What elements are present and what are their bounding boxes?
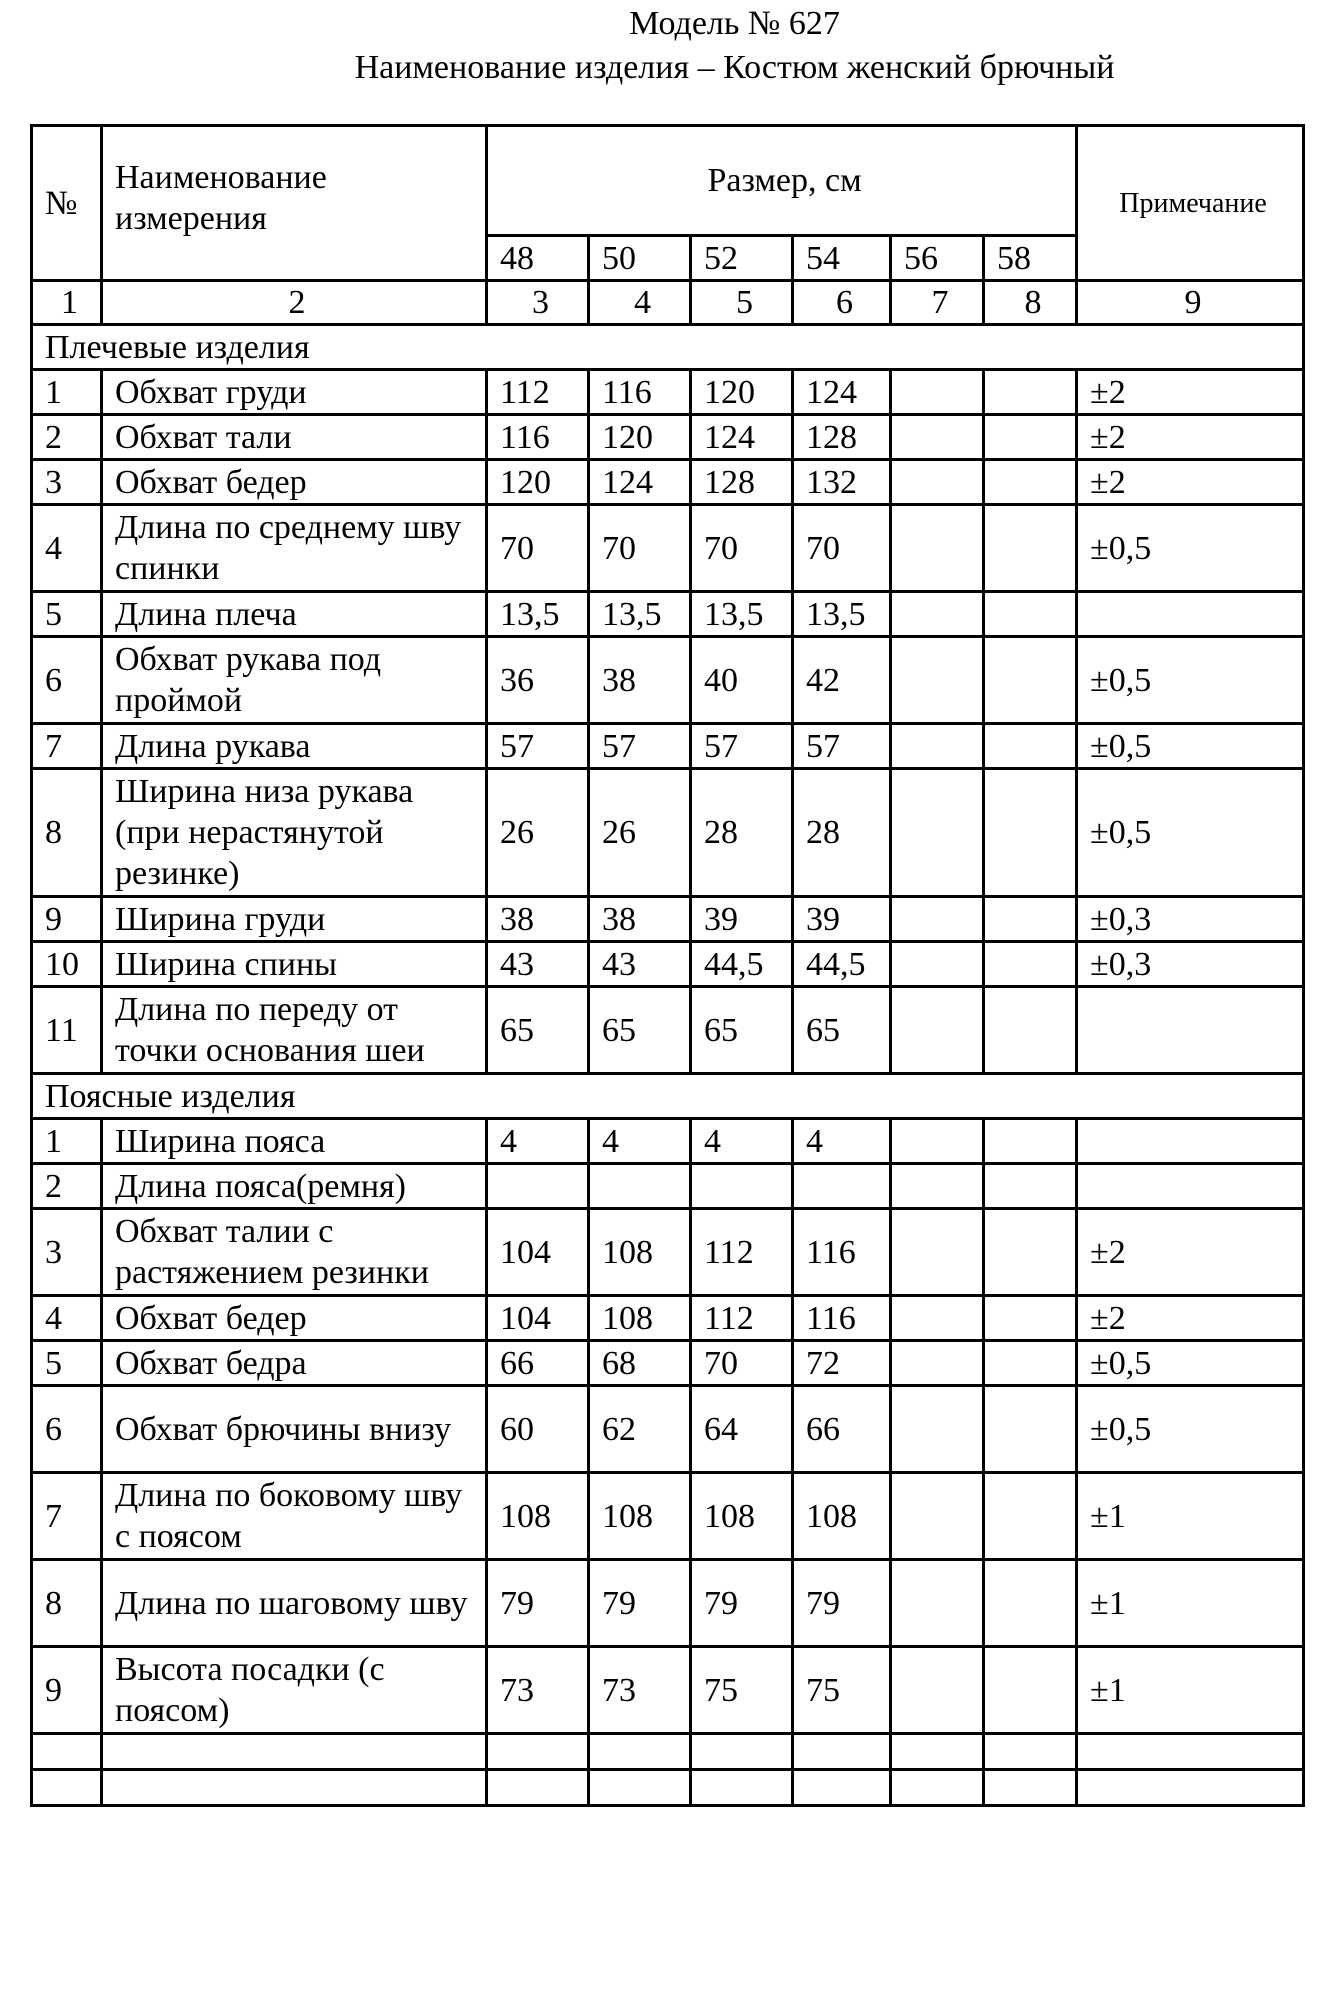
header-size: Размер, см [487, 126, 1077, 236]
value-cell: 116 [793, 1296, 891, 1341]
measurement-name: Длина по среднему шву спинки [102, 505, 487, 592]
table-row [32, 1119, 1304, 1164]
row-number: 2 [32, 415, 102, 460]
value-cell: 120 [589, 415, 691, 460]
value-cell: 104 [487, 1209, 589, 1296]
table-row [32, 724, 1304, 769]
value-cell [891, 1119, 984, 1164]
value-cell [984, 460, 1077, 505]
note-cell: ±2 [1077, 415, 1304, 460]
table-row [32, 987, 1304, 1074]
row-number: 6 [32, 637, 102, 724]
measurement-name: Длина по боковому шву с поясом [102, 1473, 487, 1560]
note-cell: ±0,3 [1077, 897, 1304, 942]
value-cell [984, 370, 1077, 415]
table-row [32, 1164, 1304, 1209]
value-cell [691, 1164, 793, 1209]
measurement-name: Ширина груди [102, 897, 487, 942]
value-cell: 13,5 [487, 592, 589, 637]
measurement-name: Обхват талии с растяжением резинки [102, 1209, 487, 1296]
value-cell: 57 [487, 724, 589, 769]
value-cell [891, 897, 984, 942]
value-cell: 13,5 [691, 592, 793, 637]
column-index: 8 [984, 281, 1077, 325]
header-measurement-name: Наименование измерения [102, 126, 487, 281]
value-cell: 70 [691, 1341, 793, 1386]
note-cell: ±2 [1077, 1296, 1304, 1341]
value-cell: 112 [691, 1296, 793, 1341]
measurement-name: Длина по шаговому шву [102, 1560, 487, 1647]
value-cell: 108 [793, 1473, 891, 1560]
table-row [32, 1647, 1304, 1734]
value-cell: 70 [589, 505, 691, 592]
size-cell: 56 [891, 236, 984, 281]
value-cell [891, 1164, 984, 1209]
value-cell [891, 724, 984, 769]
value-cell: 108 [589, 1473, 691, 1560]
size-cell: 50 [589, 236, 691, 281]
note-cell: ±0,5 [1077, 1341, 1304, 1386]
value-cell [891, 1341, 984, 1386]
row-number: 4 [32, 1296, 102, 1341]
table-row [32, 415, 1304, 460]
value-cell [984, 592, 1077, 637]
measurement-name: Длина рукава [102, 724, 487, 769]
value-cell: 13,5 [793, 592, 891, 637]
value-cell: 112 [691, 1209, 793, 1296]
column-index: 7 [891, 281, 984, 325]
value-cell: 124 [793, 370, 891, 415]
measurement-name: Длина пояса(ремня) [102, 1164, 487, 1209]
value-cell: 57 [691, 724, 793, 769]
value-cell [891, 1386, 984, 1473]
value-cell [891, 1296, 984, 1341]
value-cell: 70 [487, 505, 589, 592]
value-cell: 124 [691, 415, 793, 460]
value-cell [891, 592, 984, 637]
row-number: 5 [32, 592, 102, 637]
value-cell [984, 1341, 1077, 1386]
empty-row [32, 1770, 1304, 1806]
value-cell [891, 460, 984, 505]
value-cell: 26 [487, 769, 589, 897]
value-cell: 43 [487, 942, 589, 987]
value-cell [891, 415, 984, 460]
value-cell [984, 1296, 1077, 1341]
value-cell: 72 [793, 1341, 891, 1386]
row-number: 1 [32, 370, 102, 415]
row-number: 7 [32, 724, 102, 769]
value-cell [984, 1209, 1077, 1296]
value-cell [984, 1473, 1077, 1560]
row-number: 8 [32, 1560, 102, 1647]
value-cell: 43 [589, 942, 691, 987]
table-row [32, 370, 1304, 415]
value-cell: 4 [691, 1119, 793, 1164]
value-cell: 73 [487, 1647, 589, 1734]
value-cell: 65 [487, 987, 589, 1074]
note-cell: ±1 [1077, 1473, 1304, 1560]
value-cell: 70 [793, 505, 891, 592]
row-number: 9 [32, 897, 102, 942]
column-index: 6 [793, 281, 891, 325]
size-cell: 54 [793, 236, 891, 281]
row-number: 7 [32, 1473, 102, 1560]
value-cell [793, 1164, 891, 1209]
row-number: 2 [32, 1164, 102, 1209]
value-cell: 73 [589, 1647, 691, 1734]
value-cell: 108 [589, 1209, 691, 1296]
row-number: 10 [32, 942, 102, 987]
table-row [32, 942, 1304, 987]
value-cell: 108 [589, 1296, 691, 1341]
value-cell [891, 505, 984, 592]
value-cell [984, 1164, 1077, 1209]
measurement-name: Обхват рукава под проймой [102, 637, 487, 724]
row-number: 11 [32, 987, 102, 1074]
table-row [32, 460, 1304, 505]
measurement-name: Обхват бедер [102, 460, 487, 505]
header-note: Примечание [1077, 126, 1304, 281]
value-cell [589, 1164, 691, 1209]
note-cell: ±1 [1077, 1560, 1304, 1647]
value-cell: 70 [691, 505, 793, 592]
value-cell: 39 [691, 897, 793, 942]
table-row [32, 637, 1304, 724]
value-cell: 124 [589, 460, 691, 505]
section-shoulder-products: Плечевые изделия [32, 325, 1304, 370]
empty-row [32, 1734, 1304, 1770]
value-cell [984, 769, 1077, 897]
value-cell: 38 [589, 897, 691, 942]
value-cell: 116 [487, 415, 589, 460]
value-cell [984, 987, 1077, 1074]
value-cell [984, 1119, 1077, 1164]
table-row [32, 897, 1304, 942]
note-cell [1077, 1119, 1304, 1164]
model-title: Модель № 627 [629, 5, 840, 42]
value-cell: 28 [691, 769, 793, 897]
value-cell: 65 [589, 987, 691, 1074]
value-cell [984, 942, 1077, 987]
table-row [32, 1341, 1304, 1386]
value-cell: 112 [487, 370, 589, 415]
note-cell: ±0,5 [1077, 505, 1304, 592]
value-cell [984, 897, 1077, 942]
value-cell [984, 1560, 1077, 1647]
value-cell [487, 1164, 589, 1209]
row-number: 6 [32, 1386, 102, 1473]
row-number: 5 [32, 1341, 102, 1386]
note-cell: ±2 [1077, 1209, 1304, 1296]
value-cell: 79 [691, 1560, 793, 1647]
size-cell: 58 [984, 236, 1077, 281]
table-row [32, 1209, 1304, 1296]
value-cell: 108 [487, 1473, 589, 1560]
value-cell: 75 [793, 1647, 891, 1734]
value-cell: 79 [589, 1560, 691, 1647]
value-cell [891, 1647, 984, 1734]
row-number: 8 [32, 769, 102, 897]
value-cell: 116 [589, 370, 691, 415]
table-row [32, 505, 1304, 592]
value-cell: 75 [691, 1647, 793, 1734]
value-cell: 68 [589, 1341, 691, 1386]
value-cell [984, 637, 1077, 724]
measurement-name: Ширина низа рукава (при нерастянутой резинке) [102, 769, 487, 897]
value-cell: 79 [487, 1560, 589, 1647]
value-cell [891, 1560, 984, 1647]
measurement-name: Обхват бедер [102, 1296, 487, 1341]
value-cell: 13,5 [589, 592, 691, 637]
row-number: 1 [32, 1119, 102, 1164]
note-cell: ±0,5 [1077, 769, 1304, 897]
value-cell: 128 [793, 415, 891, 460]
note-cell: ±0,3 [1077, 942, 1304, 987]
value-cell: 65 [691, 987, 793, 1074]
value-cell: 39 [793, 897, 891, 942]
measurement-name: Обхват тали [102, 415, 487, 460]
value-cell: 60 [487, 1386, 589, 1473]
row-number: 3 [32, 460, 102, 505]
value-cell: 40 [691, 637, 793, 724]
value-cell: 4 [589, 1119, 691, 1164]
measurement-name: Обхват груди [102, 370, 487, 415]
value-cell: 44,5 [691, 942, 793, 987]
value-cell: 38 [589, 637, 691, 724]
measurement-name: Длина плеча [102, 592, 487, 637]
size-cell: 48 [487, 236, 589, 281]
note-cell: ±2 [1077, 370, 1304, 415]
value-cell: 120 [487, 460, 589, 505]
value-cell: 57 [589, 724, 691, 769]
column-index: 4 [589, 281, 691, 325]
value-cell: 66 [793, 1386, 891, 1473]
value-cell: 120 [691, 370, 793, 415]
table-row [32, 1560, 1304, 1647]
note-cell: ±0,5 [1077, 1386, 1304, 1473]
value-cell [891, 637, 984, 724]
value-cell [891, 1209, 984, 1296]
measurement-name: Высота посадки (с поясом) [102, 1647, 487, 1734]
value-cell: 64 [691, 1386, 793, 1473]
value-cell [984, 415, 1077, 460]
value-cell [891, 370, 984, 415]
measurement-name: Ширина спины [102, 942, 487, 987]
value-cell [984, 724, 1077, 769]
row-number: 4 [32, 505, 102, 592]
value-cell: 38 [487, 897, 589, 942]
value-cell: 26 [589, 769, 691, 897]
value-cell: 116 [793, 1209, 891, 1296]
value-cell: 44,5 [793, 942, 891, 987]
value-cell: 108 [691, 1473, 793, 1560]
header-number: № [32, 126, 102, 281]
column-index: 1 [32, 281, 102, 325]
value-cell [984, 1386, 1077, 1473]
note-cell: ±2 [1077, 460, 1304, 505]
measurement-name: Длина по переду от точки основания шеи [102, 987, 487, 1074]
measurement-name: Обхват брючины внизу [102, 1386, 487, 1473]
value-cell [891, 987, 984, 1074]
row-number: 9 [32, 1647, 102, 1734]
value-cell: 57 [793, 724, 891, 769]
row-number: 3 [32, 1209, 102, 1296]
note-cell [1077, 987, 1304, 1074]
value-cell: 104 [487, 1296, 589, 1341]
value-cell [891, 942, 984, 987]
column-index: 5 [691, 281, 793, 325]
value-cell: 4 [487, 1119, 589, 1164]
note-cell: ±0,5 [1077, 637, 1304, 724]
value-cell: 28 [793, 769, 891, 897]
size-cell: 52 [691, 236, 793, 281]
table-row [32, 1386, 1304, 1473]
value-cell [891, 1473, 984, 1560]
value-cell: 4 [793, 1119, 891, 1164]
value-cell: 65 [793, 987, 891, 1074]
measurement-table [30, 124, 1305, 1807]
table-row [32, 592, 1304, 637]
note-cell: ±1 [1077, 1647, 1304, 1734]
value-cell: 36 [487, 637, 589, 724]
measurement-name: Ширина пояса [102, 1119, 487, 1164]
table-row [32, 769, 1304, 897]
column-index: 3 [487, 281, 589, 325]
product-title: Наименование изделия – Костюм женский брючный [354, 49, 1115, 86]
value-cell: 128 [691, 460, 793, 505]
note-cell [1077, 592, 1304, 637]
value-cell: 132 [793, 460, 891, 505]
measurement-name: Обхват бедра [102, 1341, 487, 1386]
note-cell [1077, 1164, 1304, 1209]
value-cell: 42 [793, 637, 891, 724]
column-index: 9 [1077, 281, 1304, 325]
section-waist-products: Поясные изделия [32, 1074, 1304, 1119]
table-row [32, 1473, 1304, 1560]
value-cell: 66 [487, 1341, 589, 1386]
value-cell [984, 1647, 1077, 1734]
value-cell: 79 [793, 1560, 891, 1647]
table-row [32, 1296, 1304, 1341]
value-cell [891, 769, 984, 897]
column-index: 2 [102, 281, 487, 325]
value-cell: 62 [589, 1386, 691, 1473]
note-cell: ±0,5 [1077, 724, 1304, 769]
value-cell [984, 505, 1077, 592]
